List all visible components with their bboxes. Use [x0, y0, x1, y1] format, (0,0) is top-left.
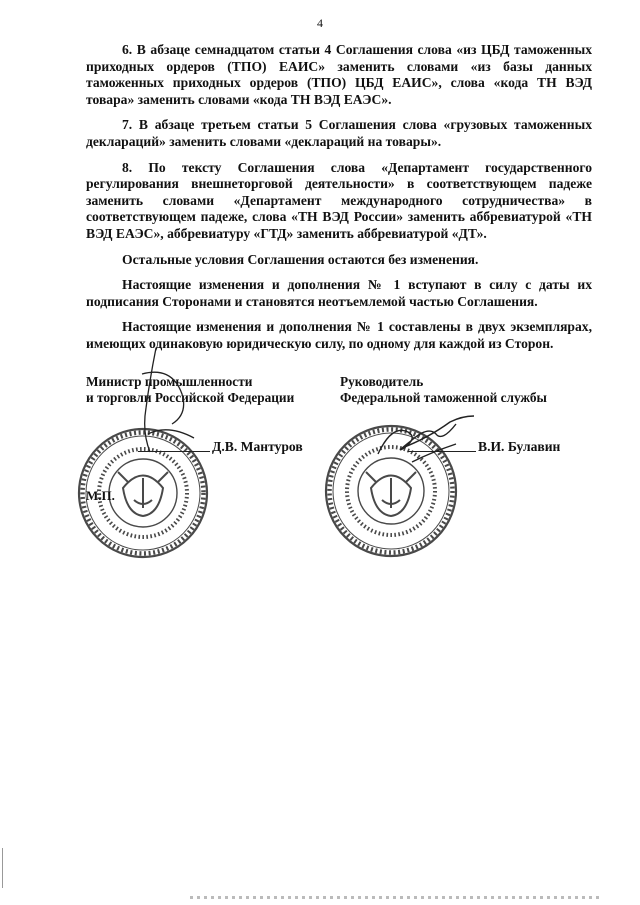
- scan-edge-mark: [2, 848, 3, 888]
- paragraph-entry-into-force: Настоящие изменения и дополнения № 1 вступают в силу с даты их подписания Сторонами и становятся неотъемлемой частью Соглашения.: [86, 277, 592, 309]
- right-title-line1: Руководитель: [340, 374, 424, 389]
- paragraph-item-7: 7. В абзаце третьем статьи 5 Соглашения слова «грузовых таможенных деклараций» заменить словами «деклараций на товары».: [86, 117, 592, 149]
- right-signature-line: [408, 451, 476, 452]
- right-signatory-title: [340, 374, 580, 406]
- paragraph-item-6: 6. В абзаце семнадцатом статьи 4 Соглашения слова «из ЦБД таможенных приходных ордеров (ТПО) ЕАИС» заменить словами «из базы данных таможенных приходных ордеров (ТПО) ЦБД ЕАИС», слова «кода ТН ВЭД товара» заменить словами «кода ТН ВЭД ЕАЭС».: [86, 42, 592, 107]
- left-title-line1: Министр промышленности: [86, 374, 253, 389]
- seal-mark-label: М.П.: [86, 488, 115, 503]
- right-handwritten-signature: [372, 414, 482, 474]
- document-body: [86, 42, 592, 362]
- left-title-line2: и торговли Российской Федерации: [86, 390, 295, 405]
- page-number: 4: [317, 16, 323, 30]
- paragraph-copies: Настоящие изменения и дополнения № 1 составлены в двух экземплярах, имеющих одинаковую юридическую силу, по одному для каждой из Сторон.: [86, 319, 592, 351]
- left-signature-line: [138, 451, 210, 452]
- right-signatory-name: В.И. Булавин: [478, 439, 561, 454]
- paragraph-item-8: 8. По тексту Соглашения слова «Департамент государственного регулирования внешнеторговой деятельности» в соответствующем падеже заменить словами «Департамент международного сотрудничества» в соответствующем падеже, слова «ТН ВЭД России» заменить аббревиатурой «ТН ВЭД ЕАЭС», аббревиатуру «ГТД» заменить аббревиатурой «ДТ».: [86, 159, 592, 241]
- right-title-line2: Федеральной таможенной службы: [340, 390, 547, 405]
- left-handwritten-signature: [118, 344, 218, 464]
- scan-footer-noise: [190, 896, 600, 899]
- left-signatory-name: Д.В. Мантуров: [212, 439, 303, 454]
- paragraph-other-terms: Остальные условия Соглашения остаются без изменения.: [122, 251, 479, 267]
